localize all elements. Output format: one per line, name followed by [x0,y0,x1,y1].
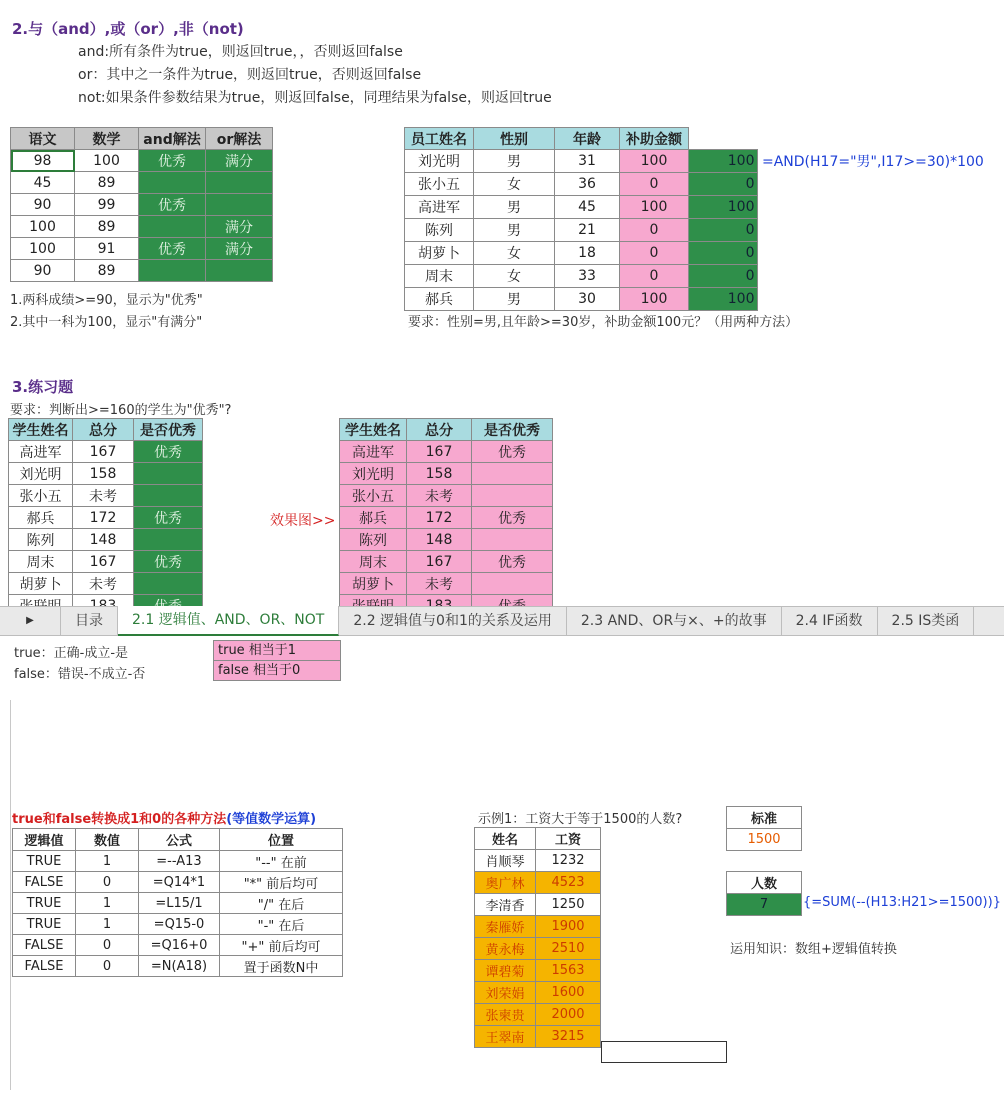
cell[interactable]: 高进军 [9,441,73,463]
table-row [475,850,601,872]
cell[interactable]: 100 [620,288,689,311]
conversion-table [12,828,343,977]
example-title: 示例1：工资大于等于1500的人数? [478,812,683,827]
table-row [405,219,758,242]
cell[interactable]: TRUE [13,893,76,914]
cell[interactable]: 89 [75,172,139,194]
cell[interactable]: 优秀 [472,551,553,573]
cell[interactable]: 2510 [536,938,601,960]
cell[interactable]: 0 [689,173,758,196]
header-subsidy: 补助金额 [620,128,689,150]
cell[interactable]: FALSE [13,956,76,977]
header-total: 总分 [73,419,134,441]
employee-table [404,127,758,311]
cell[interactable]: 0 [76,872,139,893]
cell[interactable]: 优秀 [134,507,203,529]
table-row [9,551,203,573]
cell[interactable]: 未考 [407,573,472,595]
cell[interactable]: 91 [75,238,139,260]
cell[interactable]: 张小五 [405,173,474,196]
true-equals-1: true 相当于1 [213,640,341,661]
cell[interactable]: 21 [555,219,620,242]
conversion-title-note: (等值数学运算) [226,812,317,827]
cell[interactable] [134,485,203,507]
cell[interactable]: 167 [73,551,134,573]
cell[interactable] [472,529,553,551]
cell[interactable]: 郝兵 [9,507,73,529]
scores-table [10,127,273,282]
table-row [340,485,553,507]
cell[interactable]: 男 [474,196,555,219]
table-row [405,150,758,173]
play-right-icon: ▶ [26,615,34,626]
cell[interactable]: 0 [76,935,139,956]
effect-label: 效果图>> [270,513,336,529]
cell[interactable] [206,260,273,282]
knowledge-note: 运用知识：数组+逻辑值转换 [730,942,897,957]
standard-box [726,806,802,851]
cell[interactable]: "-" 在后 [220,914,343,935]
cell[interactable]: 1563 [536,960,601,982]
cell[interactable]: 黄永梅 [475,938,536,960]
cell[interactable]: 郝兵 [405,288,474,311]
table-row [475,938,601,960]
cell[interactable]: 90 [11,260,75,282]
cell[interactable]: 刘光明 [405,150,474,173]
cell[interactable] [472,573,553,595]
cell[interactable]: 18 [555,242,620,265]
cell[interactable]: 1 [76,893,139,914]
tab-2-1-logic-values[interactable]: 2.1 逻辑值、AND、OR、NOT [118,606,339,636]
header-position: 位置 [220,829,343,851]
tab-2-5-is-functions[interactable]: 2.5 IS类函 [878,607,975,635]
cell[interactable]: 0 [689,219,758,242]
cell[interactable]: =L15/1 [139,893,220,914]
table-row [13,893,343,914]
cell[interactable]: 0 [620,219,689,242]
count-value[interactable]: 7 [727,894,802,916]
false-equals-0: false 相当于0 [213,660,341,681]
cell[interactable] [139,172,206,194]
header-total: 总分 [407,419,472,441]
table-row [9,529,203,551]
table-row [11,260,273,282]
cell[interactable]: 陈列 [9,529,73,551]
cell[interactable]: 胡萝卜 [340,573,407,595]
cell[interactable]: 36 [555,173,620,196]
cell[interactable]: 99 [75,194,139,216]
cell[interactable]: TRUE [13,914,76,935]
header-logic-value: 逻辑值 [13,829,76,851]
cell[interactable] [134,573,203,595]
cell[interactable]: =Q16+0 [139,935,220,956]
cell[interactable]: 张柬贵 [475,1004,536,1026]
cell[interactable]: "*" 前后均可 [220,872,343,893]
cell[interactable]: 高进军 [340,441,407,463]
cell[interactable]: 优秀 [472,441,553,463]
table-row [340,573,553,595]
cell[interactable]: 98 [11,150,75,172]
table-row [340,441,553,463]
header-student-name: 学生姓名 [340,419,407,441]
cell[interactable]: 0 [76,956,139,977]
cell[interactable]: "--" 在前 [220,851,343,872]
cell[interactable]: =N(A18) [139,956,220,977]
cell[interactable] [472,463,553,485]
cell[interactable]: 100 [11,238,75,260]
cell[interactable]: 1600 [536,982,601,1004]
table-row [11,194,273,216]
table-row [475,960,601,982]
cell[interactable]: 女 [474,173,555,196]
cell[interactable]: 满分 [206,216,273,238]
cell[interactable]: 置于函数N中 [220,956,343,977]
cell[interactable]: 0 [689,242,758,265]
salary-table [474,827,601,1048]
table-row [9,441,203,463]
header-excellent: 是否优秀 [134,419,203,441]
cell[interactable]: 4523 [536,872,601,894]
cell[interactable]: 148 [73,529,134,551]
table-row [9,507,203,529]
count-label: 人数 [727,872,802,894]
cell[interactable]: 100 [620,196,689,219]
cell[interactable]: 1900 [536,916,601,938]
cell[interactable]: 172 [73,507,134,529]
table-row [340,551,553,573]
cell[interactable]: FALSE [13,935,76,956]
and-description: and:所有条件为true，则返回true，，否则返回false [78,44,403,60]
cell[interactable]: 1 [76,851,139,872]
table-row [475,916,601,938]
true-definition: true：正确-成立-是 [14,646,129,661]
cell[interactable]: 张小五 [9,485,73,507]
cell[interactable]: =Q15-0 [139,914,220,935]
standard-value[interactable]: 1500 [727,829,802,851]
cell[interactable]: 2000 [536,1004,601,1026]
table-row [475,872,601,894]
cell[interactable]: 172 [407,507,472,529]
cell[interactable]: 奥广林 [475,872,536,894]
cell[interactable]: 167 [73,441,134,463]
scores-note-2: 2.其中一科为100，显示"有满分" [10,315,203,330]
and-formula-text: =AND(H17="男",I17>=30)*100 [762,154,984,170]
selected-cell[interactable] [601,1041,727,1063]
cell[interactable]: 周末 [9,551,73,573]
cell[interactable]: 周末 [405,265,474,288]
count-box [726,871,802,916]
cell[interactable]: 31 [555,150,620,173]
cell[interactable]: 满分 [206,238,273,260]
standard-label: 标准 [727,807,802,829]
cell[interactable]: 女 [474,265,555,288]
practice-table-right [339,418,553,617]
table-row [11,172,273,194]
header-age: 年龄 [555,128,620,150]
header-name: 姓名 [475,828,536,850]
header-numeric-value: 数值 [76,829,139,851]
cell[interactable]: 90 [11,194,75,216]
cell[interactable]: 0 [620,173,689,196]
cell[interactable]: 郝兵 [340,507,407,529]
cell[interactable]: 33 [555,265,620,288]
cell[interactable]: =--A13 [139,851,220,872]
table-row [405,173,758,196]
cell[interactable] [134,529,203,551]
cell[interactable]: 167 [407,551,472,573]
practice-table-left [8,418,203,617]
cell[interactable]: 高进军 [405,196,474,219]
cell[interactable]: 89 [75,216,139,238]
count-formula: {=SUM(--(H13:H21>=1500))} [803,895,1001,910]
employee-requirement: 要求：性别=男,且年龄>=30岁，补助金额100元？（用两种方法） [408,315,799,330]
cell[interactable]: 167 [407,441,472,463]
cell[interactable]: 100 [11,216,75,238]
cell[interactable] [472,485,553,507]
cell[interactable]: 优秀 [472,507,553,529]
cell[interactable]: TRUE [13,851,76,872]
section2-title: 2.与（and）,或（or）,非（not) [12,20,244,38]
cell[interactable]: 男 [474,150,555,173]
cell[interactable]: 刘光明 [340,463,407,485]
table-row [11,150,273,172]
cell[interactable]: 周末 [340,551,407,573]
cell[interactable]: 胡萝卜 [405,242,474,265]
header-employee-name: 员工姓名 [405,128,474,150]
cell[interactable]: 45 [555,196,620,219]
table-row [9,573,203,595]
table-row [11,238,273,260]
table-row [405,242,758,265]
header-chinese: 语文 [11,128,75,150]
table-row [405,265,758,288]
cell[interactable]: 谭碧菊 [475,960,536,982]
cell[interactable]: 李清香 [475,894,536,916]
cell[interactable]: 100 [620,150,689,173]
header-excellent: 是否优秀 [472,419,553,441]
table-row [475,1004,601,1026]
cell[interactable]: 优秀 [134,551,203,573]
header-student-name: 学生姓名 [9,419,73,441]
cell[interactable]: 未考 [407,485,472,507]
cell[interactable]: 张小五 [340,485,407,507]
false-definition: false：错误-不成立-否 [14,667,146,682]
cell[interactable]: 1232 [536,850,601,872]
header-math: 数学 [75,128,139,150]
cell[interactable]: 满分 [206,150,273,172]
header-salary: 工资 [536,828,601,850]
section3-title: 3.练习题 [12,378,74,396]
cell[interactable]: 王翠南 [475,1026,536,1048]
cell[interactable]: 0 [620,265,689,288]
cell[interactable]: "+" 前后均可 [220,935,343,956]
cell[interactable]: 100 [689,196,758,219]
header-or-method: or解法 [206,128,273,150]
cell[interactable]: 100 [689,150,758,173]
conversion-title-main: true和false转换成1和0的各种方法 [12,812,227,827]
table-row [13,872,343,893]
cell[interactable]: 男 [474,288,555,311]
cell[interactable] [139,260,206,282]
table-row [405,196,758,219]
table-row [9,485,203,507]
table-row [475,894,601,916]
table-row [340,463,553,485]
cell[interactable]: 优秀 [139,194,206,216]
table-row [405,288,758,311]
cell[interactable]: 0 [689,265,758,288]
cell[interactable]: 45 [11,172,75,194]
cell[interactable]: 未考 [73,573,134,595]
table-row [13,956,343,977]
cell[interactable]: 1250 [536,894,601,916]
cell[interactable]: 未考 [73,485,134,507]
cell[interactable]: 刘荣娟 [475,982,536,1004]
tab-contents[interactable]: 目录 [61,607,118,635]
table-row [475,1026,601,1048]
table-row [11,216,273,238]
cell[interactable]: 秦雁娇 [475,916,536,938]
not-description: not:如果条件参数结果为true，则返回false，同理结果为false，则返回true [78,90,552,106]
cell[interactable]: 陈列 [340,529,407,551]
cell[interactable]: 3215 [536,1026,601,1048]
tab-2-2-logic-values-01[interactable]: 2.2 逻辑值与0和1的关系及运用 [339,607,567,635]
divider [10,700,11,1090]
cell[interactable]: 女 [474,242,555,265]
header-gender: 性别 [474,128,555,150]
cell[interactable]: 0 [620,242,689,265]
cell[interactable]: 158 [407,463,472,485]
cell[interactable] [206,194,273,216]
cell[interactable]: 优秀 [139,238,206,260]
cell[interactable] [206,172,273,194]
cell[interactable]: 刘光明 [9,463,73,485]
cell[interactable]: "/" 在后 [220,893,343,914]
sheet-tab-bar [0,606,1004,636]
header-formula: 公式 [139,829,220,851]
cell[interactable] [139,216,206,238]
scores-note-1: 1.两科成绩>=90，显示为"优秀" [10,293,203,308]
cell[interactable]: FALSE [13,872,76,893]
or-description: or：其中之一条件为true，则返回true，否则返回false [78,67,422,83]
cell[interactable]: 89 [75,260,139,282]
table-row [13,935,343,956]
header-and-method: and解法 [139,128,206,150]
tab-2-3-and-or-story[interactable]: 2.3 AND、OR与×、+的故事 [567,607,782,635]
table-row [340,529,553,551]
table-row [340,507,553,529]
practice-table-left-viewport [8,418,208,606]
cell[interactable]: 优秀 [139,150,206,172]
table-row [13,851,343,872]
table-row [475,982,601,1004]
table-row [13,914,343,935]
cell[interactable]: 30 [555,288,620,311]
table-row [9,463,203,485]
cell[interactable]: 148 [407,529,472,551]
practice-table-right-viewport [339,418,555,606]
conversion-title [12,808,316,827]
sheet-nav-button[interactable] [0,607,61,635]
cell[interactable] [134,463,203,485]
section3-requirement: 要求：判断出>=160的学生为"优秀"? [10,403,232,418]
cell[interactable]: =Q14*1 [139,872,220,893]
cell[interactable]: 陈列 [405,219,474,242]
cell[interactable]: 1 [76,914,139,935]
cell[interactable]: 胡萝卜 [9,573,73,595]
cell[interactable]: 100 [75,150,139,172]
cell[interactable]: 优秀 [134,441,203,463]
cell[interactable]: 100 [689,288,758,311]
cell[interactable]: 158 [73,463,134,485]
tab-2-4-if-function[interactable]: 2.4 IF函数 [782,607,878,635]
cell[interactable]: 男 [474,219,555,242]
cell[interactable]: 肖顺琴 [475,850,536,872]
